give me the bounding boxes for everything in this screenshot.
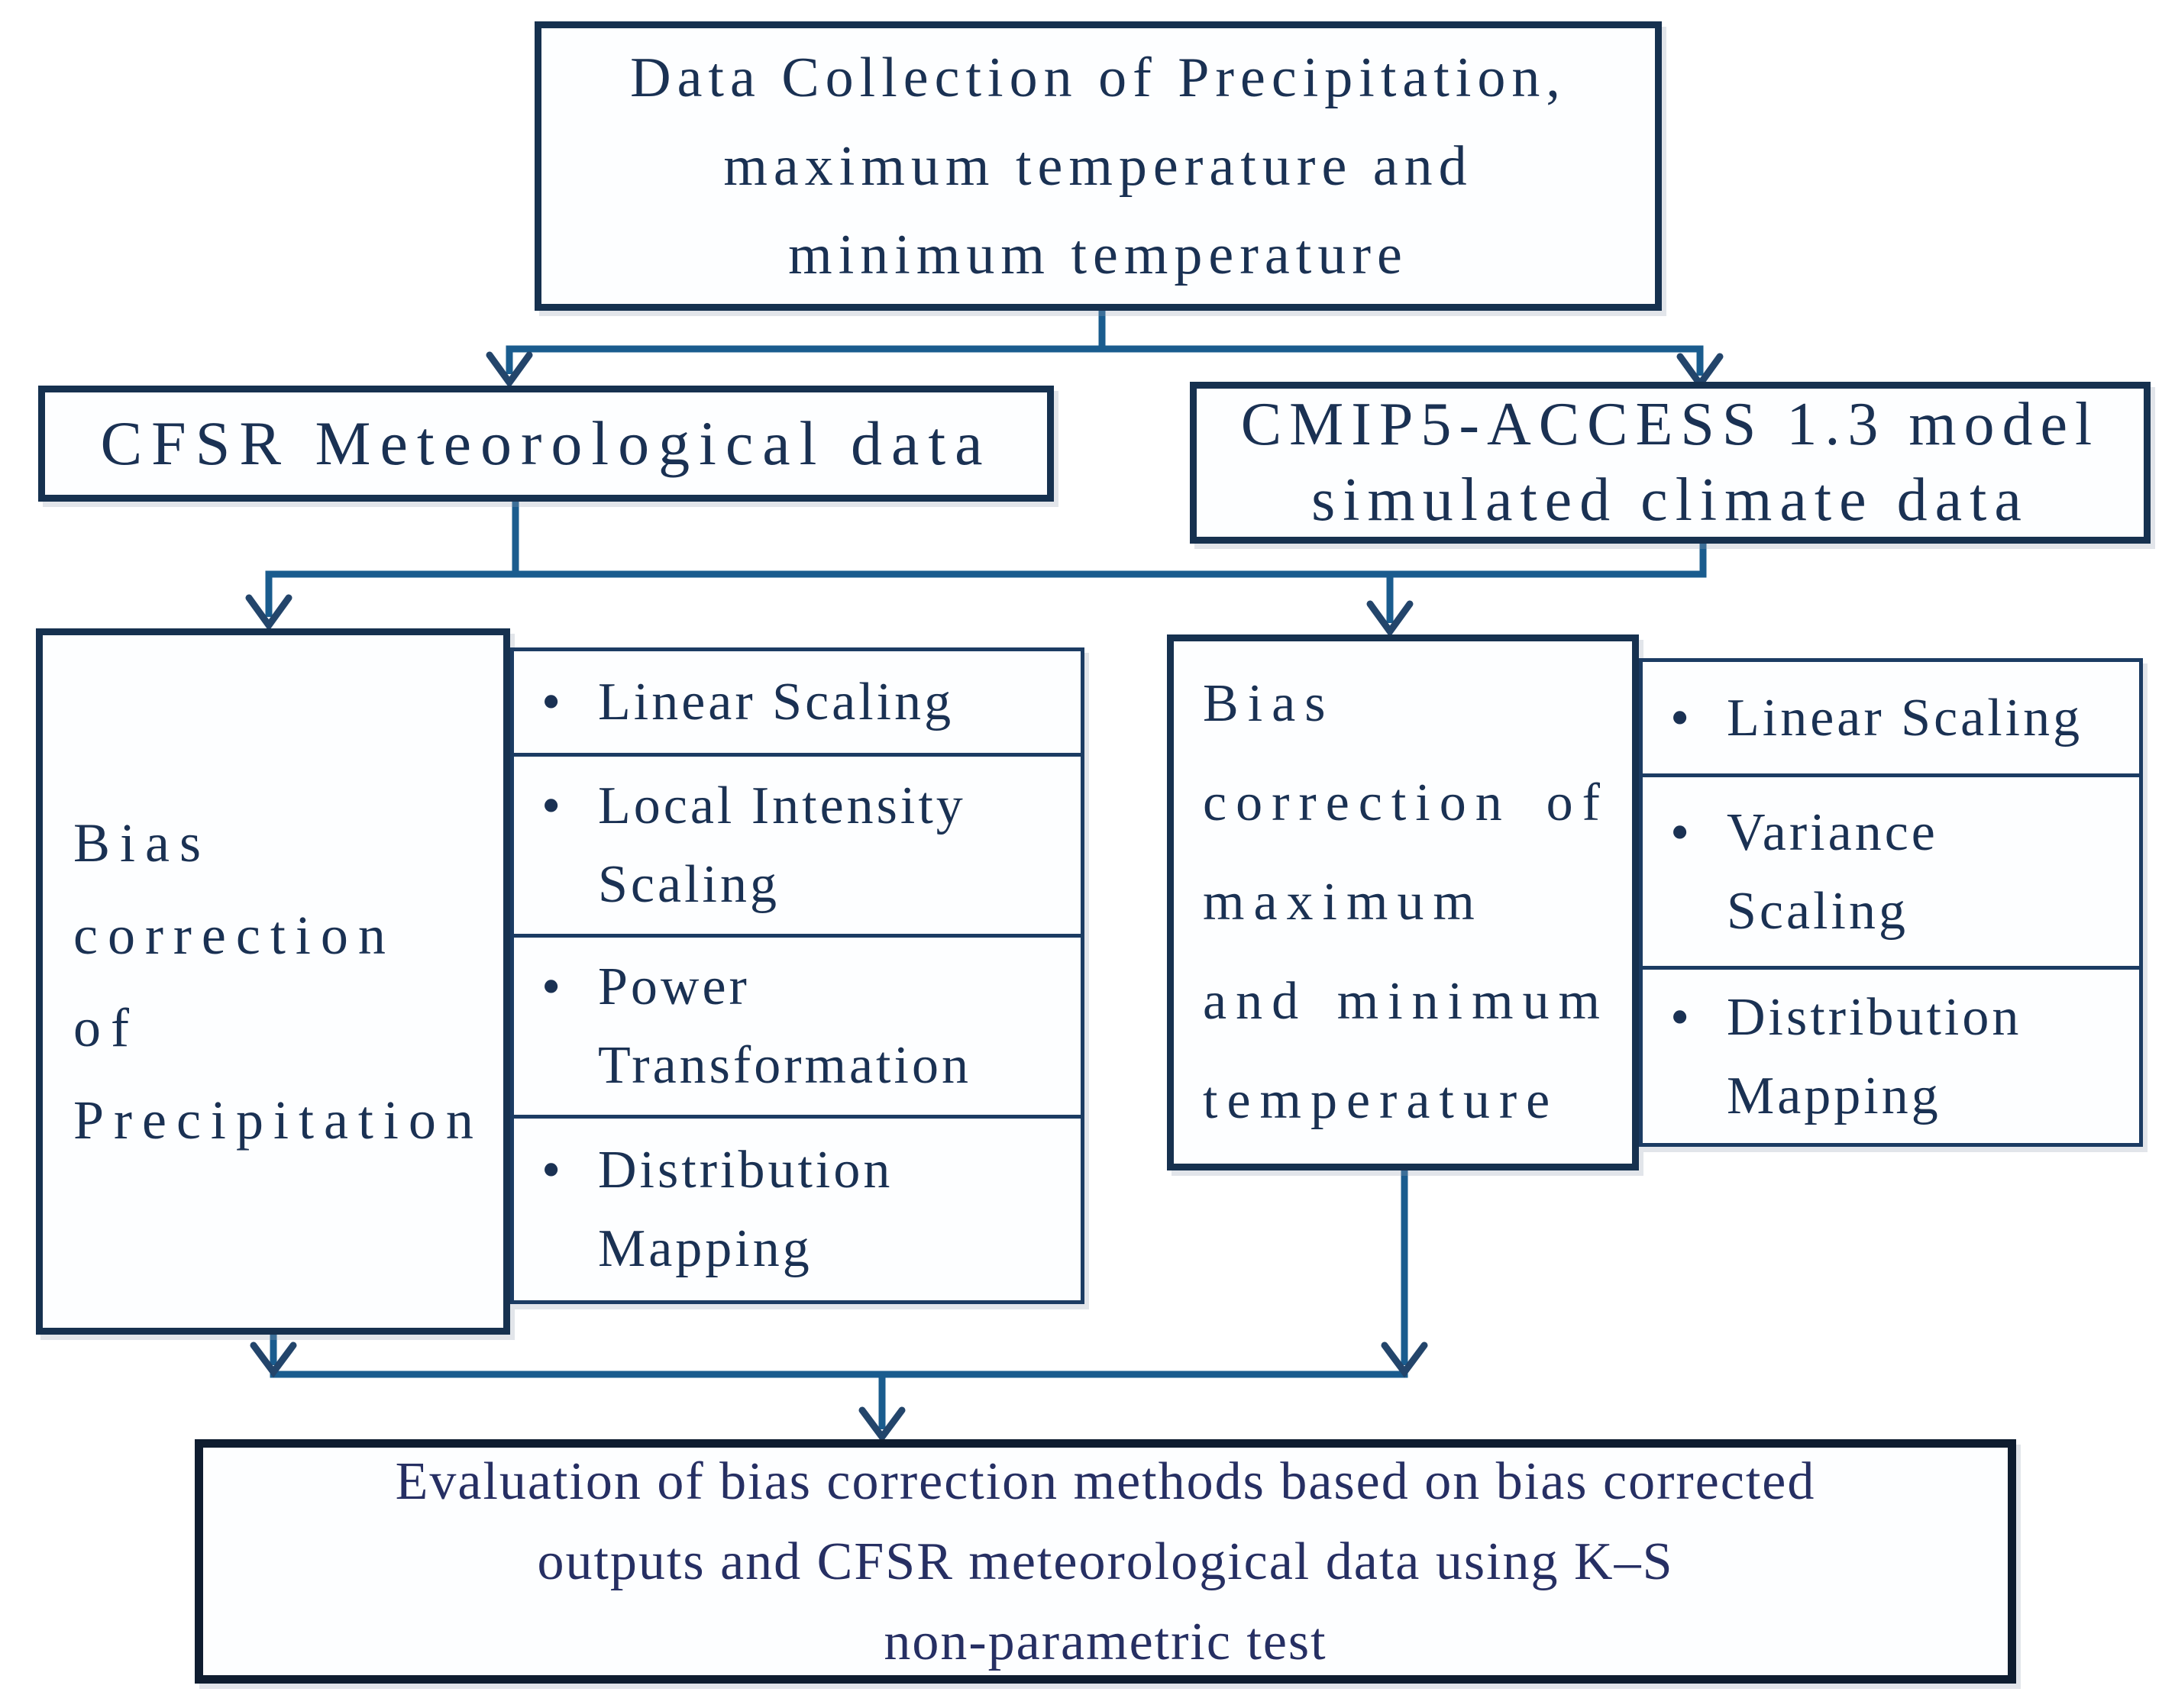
method-label: Distribution [1727, 987, 2022, 1047]
bullet-icon: • [541, 775, 561, 836]
method-label: Linear Scaling [1727, 688, 2083, 747]
cmip5-model-box [1190, 382, 2151, 544]
bullet-icon: • [541, 956, 561, 1017]
bias-correction-precipitation-box [36, 628, 510, 1335]
method-label: Power [598, 957, 750, 1016]
data-collection-line-3: minimum temperature [788, 223, 1408, 286]
bullet-icon: • [541, 671, 561, 732]
method-label: Scaling [598, 855, 780, 914]
cmip5-line-1: CMIP5-ACCESS 1.3 model [1240, 391, 2100, 458]
cfsr-data-label: CFSR Meteorological data [100, 408, 992, 478]
precip-box-line-1: Bias [73, 812, 212, 873]
bullet-icon: • [541, 1139, 561, 1200]
data-collection-line-1: Data Collection of Precipitation, [630, 46, 1566, 109]
temperature-methods-list [1639, 658, 2143, 1147]
method-label: Transformation [598, 1036, 971, 1095]
method-label: Variance [1727, 802, 1938, 862]
temp-box-line-3: maximum [1203, 873, 1484, 931]
temp-box-line-2: correction of [1203, 773, 1609, 832]
bullet-icon: • [1670, 801, 1690, 863]
method-label: Mapping [598, 1219, 813, 1278]
method-label: Local Intensity [598, 777, 966, 835]
list-item [1643, 662, 2139, 773]
list-item [514, 1115, 1081, 1300]
method-label: Mapping [1727, 1066, 1941, 1125]
evaluation-line-3: non-parametric test [884, 1612, 1327, 1671]
bullet-icon: • [1670, 986, 1690, 1048]
temp-box-line-4: and minimum [1203, 972, 1609, 1031]
temp-box-line-1: Bias [1203, 674, 1335, 733]
list-item [514, 753, 1081, 934]
cfsr-data-box [38, 386, 1054, 502]
evaluation-line-1: Evaluation of bias correction methods based on bias corrected [395, 1451, 1816, 1511]
method-label: Distribution [598, 1141, 894, 1199]
precipitation-methods-list [510, 647, 1084, 1304]
data-collection-line-2: maximum temperature and [723, 134, 1473, 198]
method-label: Scaling [1727, 881, 1908, 941]
list-item [514, 651, 1081, 753]
evaluation-box [195, 1439, 2016, 1684]
bullet-icon: • [1670, 686, 1690, 748]
method-label: Linear Scaling [598, 673, 955, 731]
list-item [514, 934, 1081, 1115]
precip-box-line-2: correction of [73, 904, 396, 1058]
list-item [1643, 773, 2139, 966]
precip-box-line-3: Precipitation [73, 1089, 483, 1151]
cmip5-line-2: simulated climate data [1311, 467, 2029, 534]
bias-correction-temperature-box [1167, 634, 1639, 1170]
list-item [1643, 966, 2139, 1143]
data-collection-box [535, 21, 1662, 311]
evaluation-line-2: outputs and CFSR meteorological data using K–S [537, 1532, 1674, 1591]
temp-box-line-5: temperature [1203, 1071, 1559, 1130]
